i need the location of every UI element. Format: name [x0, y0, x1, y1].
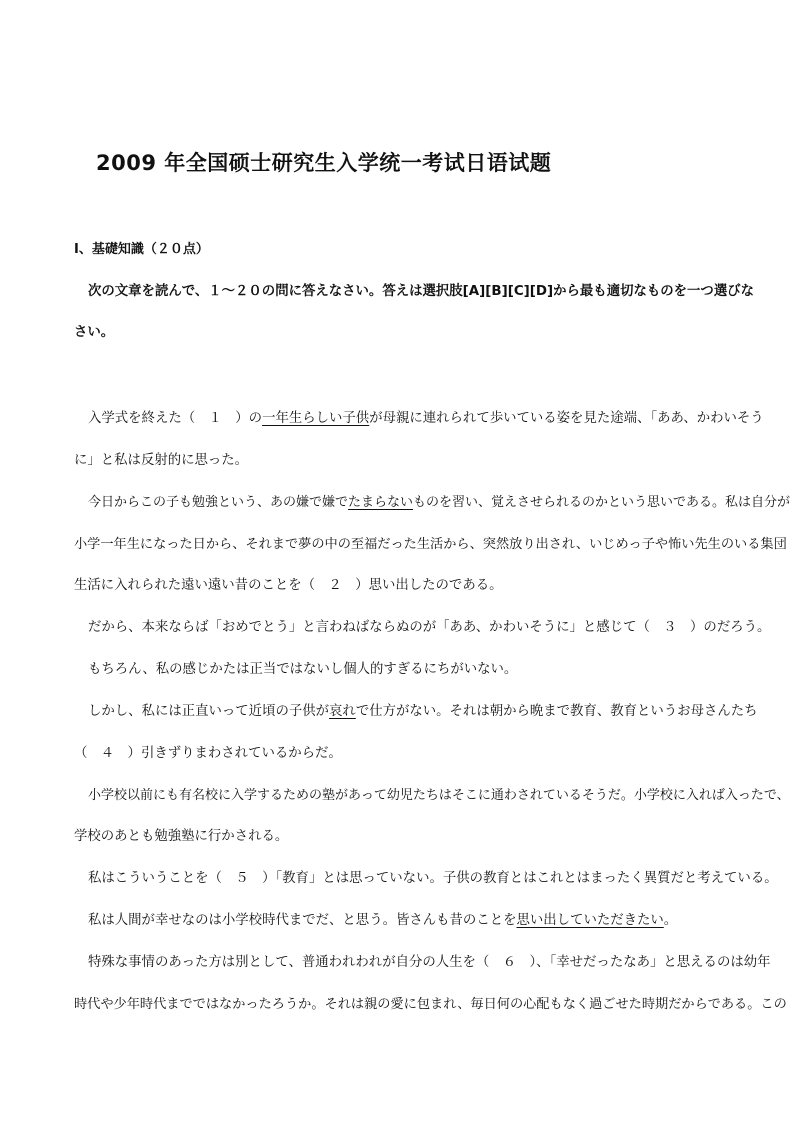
paragraph-4: もちろん、私の感じかたは正当ではないし個人的すぎるにちがいない。 — [88, 662, 518, 677]
paragraph-6-line-1: 小学校以前にも有名校に入学するための塾があって幼児たちはそこに通わされているそうだ。小学校に入れば入ったで、 — [88, 788, 790, 803]
paragraph-1-line-1 — [88, 409, 764, 429]
text-segment: で仕方がない。それは朝から晩まで教育、教育というお母さんたち — [355, 704, 758, 719]
page-title: 2009 年全国硕士研究生入学统一考试日语试题 — [96, 151, 552, 175]
paragraph-6-line-2: 学校のあとも勉強塾に行かされる。 — [74, 829, 289, 844]
text-segment: しかし、私には正直いって近頃の子供が — [88, 704, 330, 719]
underlined-phrase: 一年生らしい子供 — [262, 411, 370, 426]
paragraph-7: 私はこういうことを（ ５ ）「教育」とは思っていない。子供の教育とはこれとはまったく異質だと考えている。 — [88, 871, 778, 886]
underlined-phrase: たまらない — [348, 495, 414, 510]
underlined-phrase: 哀れ — [329, 704, 356, 719]
text-segment: ものを習い、覚えさせられるのかという思いである。私は自分が — [413, 495, 791, 510]
paragraph-2-line-2: 小学一年生になった日から、それまで夢の中の至福だった生活から、突然放り出され、いじめっ子や怖い先生のいる集団 — [74, 537, 787, 552]
paragraph-2-line-3: 生活に入れられた遠い遠い昔のことを（ ２ ）思い出したのである。 — [74, 578, 503, 593]
text-segment: 今日からこの子も勉強という、あの嫌で嫌で — [88, 495, 349, 510]
paragraph-8 — [88, 911, 677, 931]
instruction-line-1: 次の文章を読んで、１～２０の問に答えなさい。答えは選択肢[A][B][C][D]から最も適切なものを一つ選びな — [88, 284, 754, 299]
text-segment: 入学式を終えた（ １ ）の — [88, 411, 263, 426]
paragraph-3: だから、本来ならば「おめでとう」と言わねばならぬのが「ああ、かわいそうに」と感じて（ ３ ）のだろう。 — [88, 620, 771, 635]
text-segment: 私は人間が幸せなのは小学校時代までだ、と思う。皆さんも昔のことを — [88, 913, 517, 928]
paragraph-9-line-1: 特殊な事情のあった方は別として、普通われわれが自分の人生を（ ６ ）、「幸せだったなあ」と思えるのは幼年 — [88, 955, 771, 970]
paragraph-5-line-1 — [88, 702, 758, 722]
text-segment: 。 — [663, 913, 678, 928]
instruction-line-2: さい。 — [74, 325, 115, 340]
text-segment: が母親に連れられて歩いている姿を見た途端、「ああ、かわいそう — [369, 411, 764, 426]
paragraph-5-line-2: （ ４ ）引きずりまわされているからだ。 — [74, 746, 342, 761]
paragraph-9-line-2: 時代や少年時代までではなかったろうか。それは親の愛に包まれ、毎日何の心配もなく過ごせた時期だからである。この — [74, 997, 787, 1012]
paragraph-1-line-2: に」と私は反射的に思った。 — [74, 453, 249, 468]
section-heading: Ⅰ、基礎知識（２０点） — [74, 242, 209, 257]
underlined-phrase: 思い出していただきたい — [516, 913, 664, 928]
paragraph-2-line-1 — [88, 493, 790, 513]
